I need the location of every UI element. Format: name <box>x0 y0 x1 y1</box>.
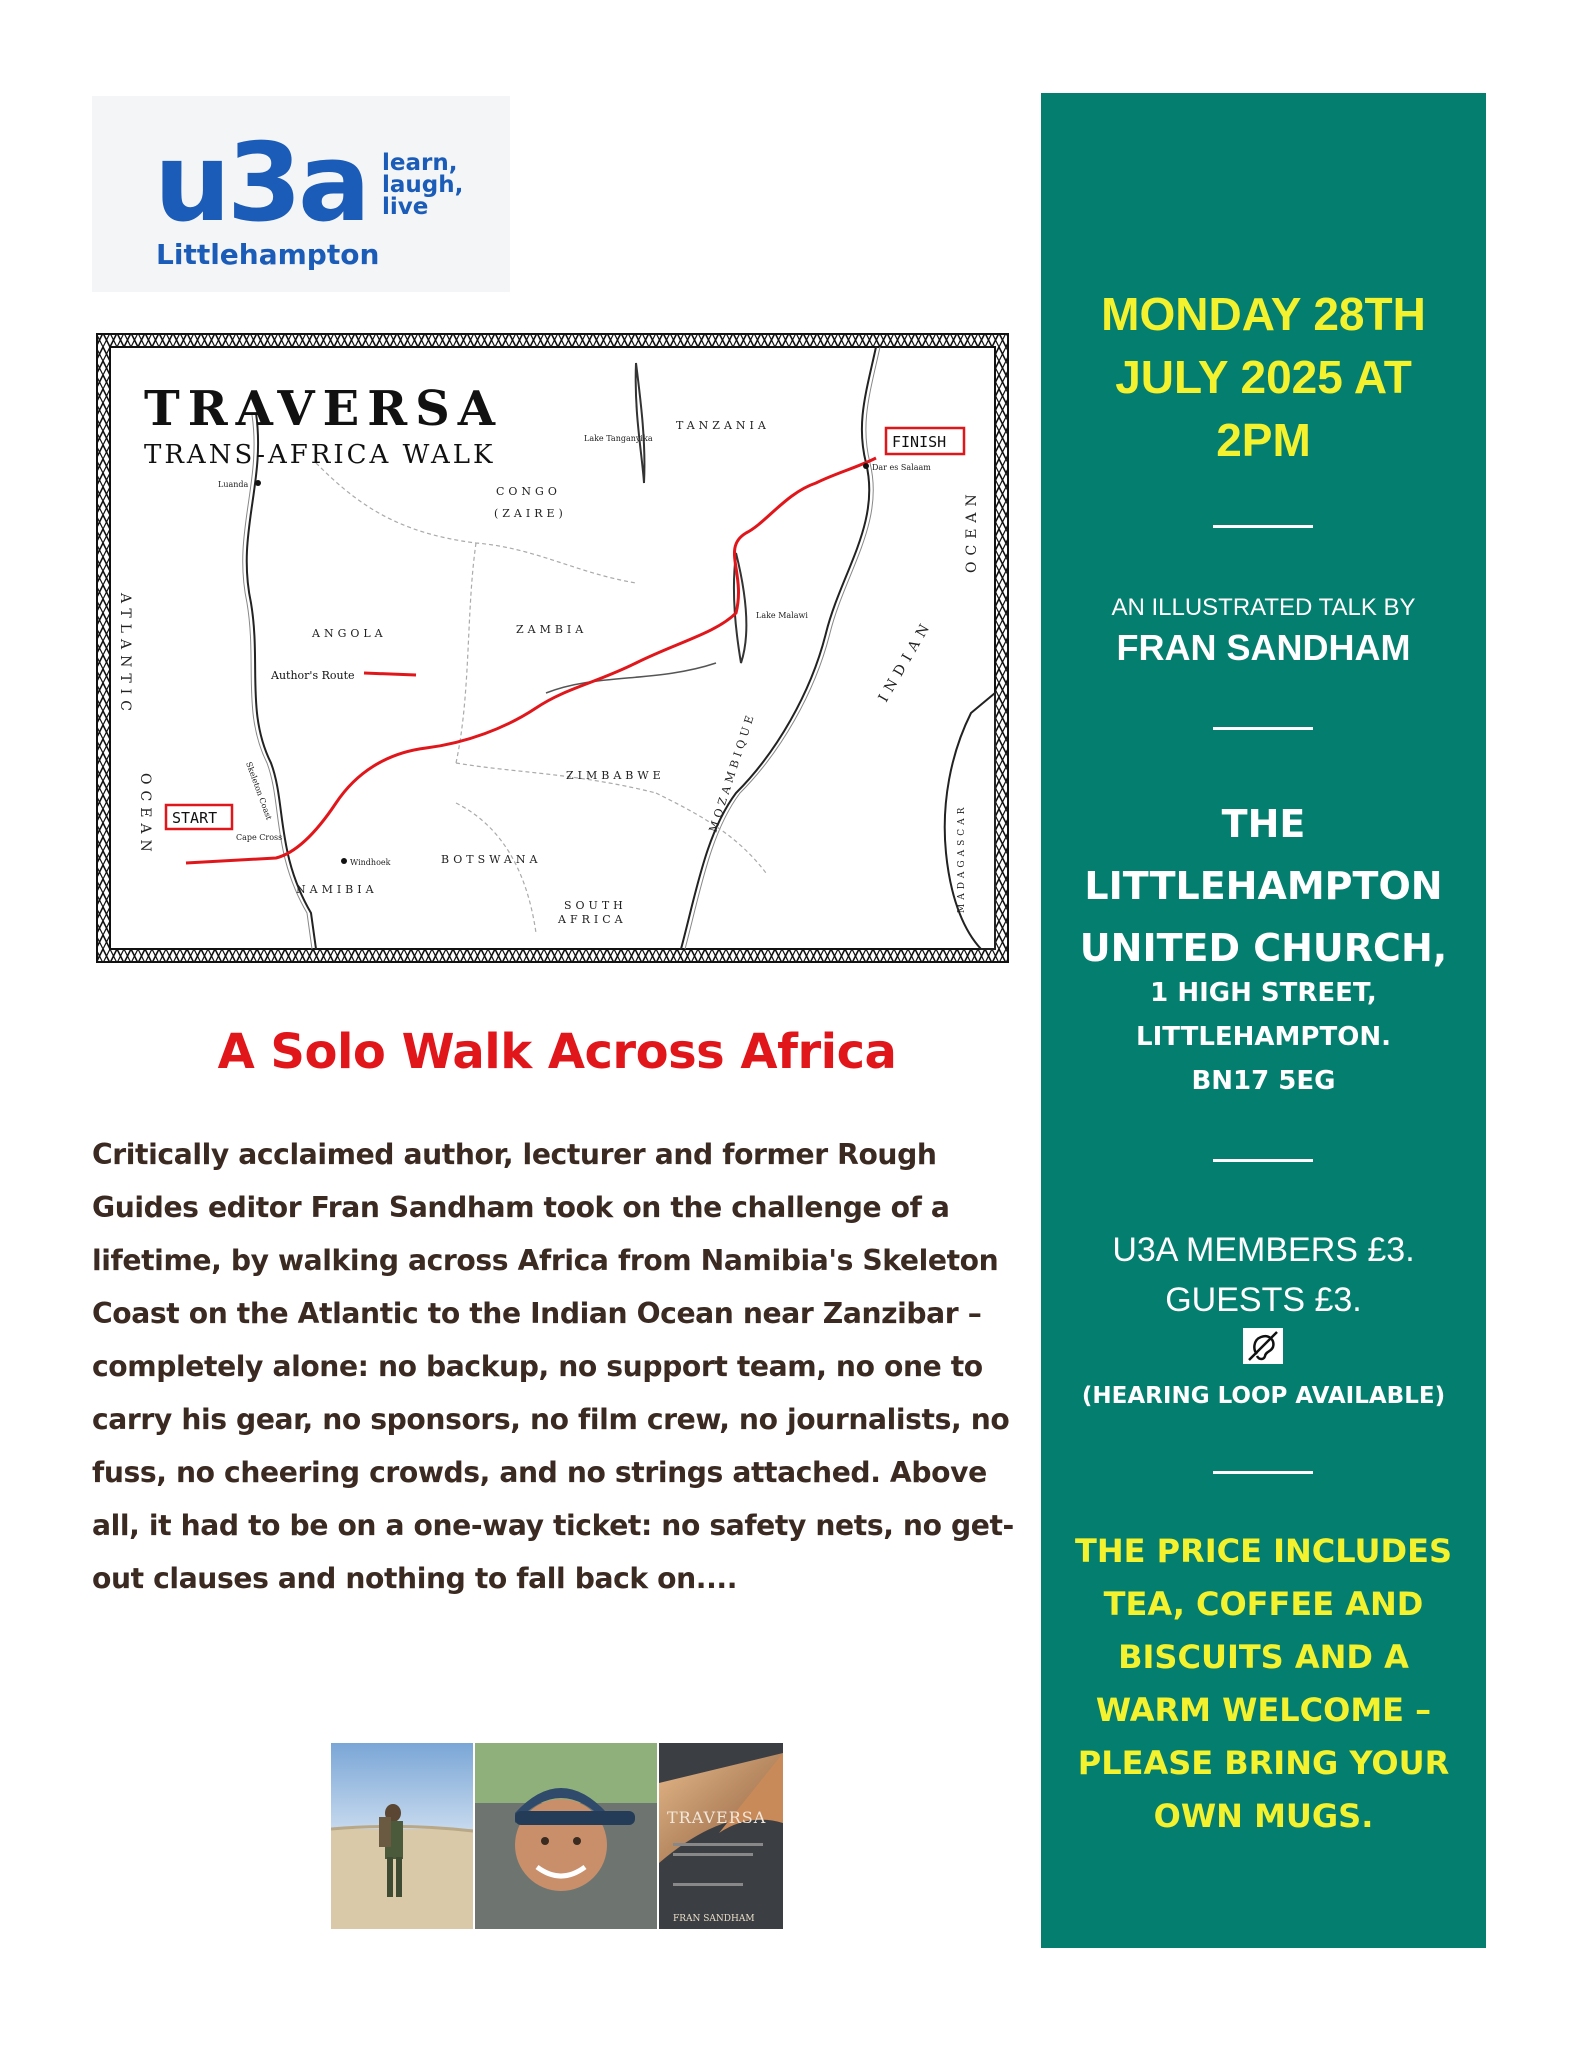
walker-desert-photo <box>331 1743 473 1929</box>
country-mozambique: MOZAMBIQUE <box>706 710 758 834</box>
place-skeleton-coast: Skeleton Coast <box>244 760 274 822</box>
country-angola: ANGOLA <box>312 627 387 640</box>
price-note-line: THE PRICE INCLUDES <box>1075 1532 1452 1570</box>
price-note-line: WARM WELCOME – <box>1095 1691 1432 1729</box>
country-tanzania: TANZANIA <box>676 419 770 432</box>
venue-line: UNITED CHURCH, <box>1079 926 1448 970</box>
book-cover-title: TRAVERSA <box>667 1808 767 1827</box>
map-finish-label: FINISH <box>892 433 947 451</box>
logo-tagline <box>382 152 463 218</box>
event-date-line: JULY 2025 AT <box>1115 351 1412 403</box>
place-lake-tanganyika: Lake Tanganyika <box>584 434 653 443</box>
divider <box>1213 1159 1313 1162</box>
talk-headline: A Solo Walk Across Africa <box>217 1024 897 1080</box>
price-note-line: BISCUITS AND A <box>1118 1638 1409 1676</box>
country-zambia: ZAMBIA <box>516 623 588 636</box>
photo-strip <box>331 1743 783 1929</box>
venue-name <box>1041 793 1486 979</box>
place-windhoek: Windhoek <box>350 858 391 867</box>
event-date-line: MONDAY 28TH <box>1101 288 1426 340</box>
talk-description: Critically acclaimed author, lecturer and former Rough Guides editor Fran Sandham took on the challenge of a lifetime, by walking across Africa from Namibia's Skeleton Coast on the Atlantic to the Indian Ocean near Zanzibar – completely alone: no backup, no support team, no one to carry his gear, no sponsors, no film crew, no journalists, no fuss, no cheering crowds, and no strings attached. Above all, it had to be on a one-way ticket: no safety nets, no get-out clauses and nothing to fall back on.... <box>92 1138 1014 1595</box>
ocean-indian: INDIAN <box>875 616 936 705</box>
map-start-label: START <box>172 809 218 827</box>
place-dar-es-salaam: Dar es Salaam <box>872 463 931 472</box>
country-south: SOUTH <box>564 899 627 912</box>
address-line: BN17 5EG <box>1191 1066 1336 1096</box>
divider <box>1213 727 1313 730</box>
logo-town: Littlehampton <box>156 238 380 271</box>
map-subtitle: TRANS-AFRICA WALK <box>144 440 496 470</box>
country-congo: CONGO <box>496 485 561 498</box>
divider <box>1213 1471 1313 1474</box>
place-luanda: Luanda <box>218 480 249 489</box>
venue-line: THE <box>1221 802 1306 846</box>
price-members: U3A MEMBERS £3. <box>1112 1231 1415 1269</box>
country-botswana: BOTSWANA <box>441 853 542 866</box>
ocean-atlantic-ocean: OCEAN <box>137 773 153 858</box>
logo-wordmark: u3a <box>154 121 367 246</box>
map-title: TRAVERSA <box>144 381 503 437</box>
event-date-line: 2PM <box>1216 414 1311 466</box>
tagline-laugh: laugh, <box>382 172 464 198</box>
price-includes-note <box>1041 1525 1486 1843</box>
hearing-loop-note: (HEARING LOOP AVAILABLE) <box>1081 1383 1446 1409</box>
hearing-loop-icon <box>1243 1328 1283 1364</box>
book-cover-author: FRAN SANDHAM <box>673 1914 755 1924</box>
map-legend-label: Author's Route <box>271 669 355 682</box>
venue-line: LITTLEHAMPTON <box>1084 864 1443 908</box>
venue-address <box>1041 971 1486 1103</box>
ocean-atlantic: ATLANTIC <box>117 593 133 717</box>
place-cape-cross: Cape Cross <box>236 833 283 842</box>
country-madagascar: MADAGASCAR <box>957 803 967 913</box>
address-line: 1 HIGH STREET, <box>1150 978 1377 1008</box>
country-namibia: NAMIBIA <box>296 883 378 896</box>
traversa-book-cover <box>659 1743 783 1929</box>
talk-intro: AN ILLUSTRATED TALK BY <box>1111 594 1416 621</box>
price-guests: GUESTS £3. <box>1165 1281 1362 1319</box>
event-date <box>1041 283 1486 472</box>
address-line: LITTLEHAMPTON. <box>1136 1022 1391 1052</box>
tagline-learn: learn, <box>382 150 458 176</box>
price-note-line: PLEASE BRING YOUR <box>1077 1744 1450 1782</box>
country-zaire: (ZAIRE) <box>494 507 567 520</box>
author-portrait-photo <box>475 1743 657 1929</box>
talk-by <box>1041 589 1486 669</box>
traversa-route-map <box>96 333 1009 963</box>
price-note-line: OWN MUGS. <box>1153 1797 1374 1835</box>
speaker-name: FRAN SANDHAM <box>1116 627 1411 668</box>
u3a-logo <box>92 96 510 292</box>
event-info-panel <box>1041 93 1486 1948</box>
country-zimbabwe: ZIMBABWE <box>566 769 665 782</box>
tagline-live: live <box>382 194 429 220</box>
place-lake-malawi: Lake Malawi <box>756 611 808 620</box>
price-note-line: TEA, COFFEE AND <box>1103 1585 1424 1623</box>
ticket-prices <box>1041 1225 1486 1325</box>
divider <box>1213 525 1313 528</box>
country-africa: AFRICA <box>558 913 627 926</box>
ocean-indian-ocean: OCEAN <box>964 488 980 573</box>
